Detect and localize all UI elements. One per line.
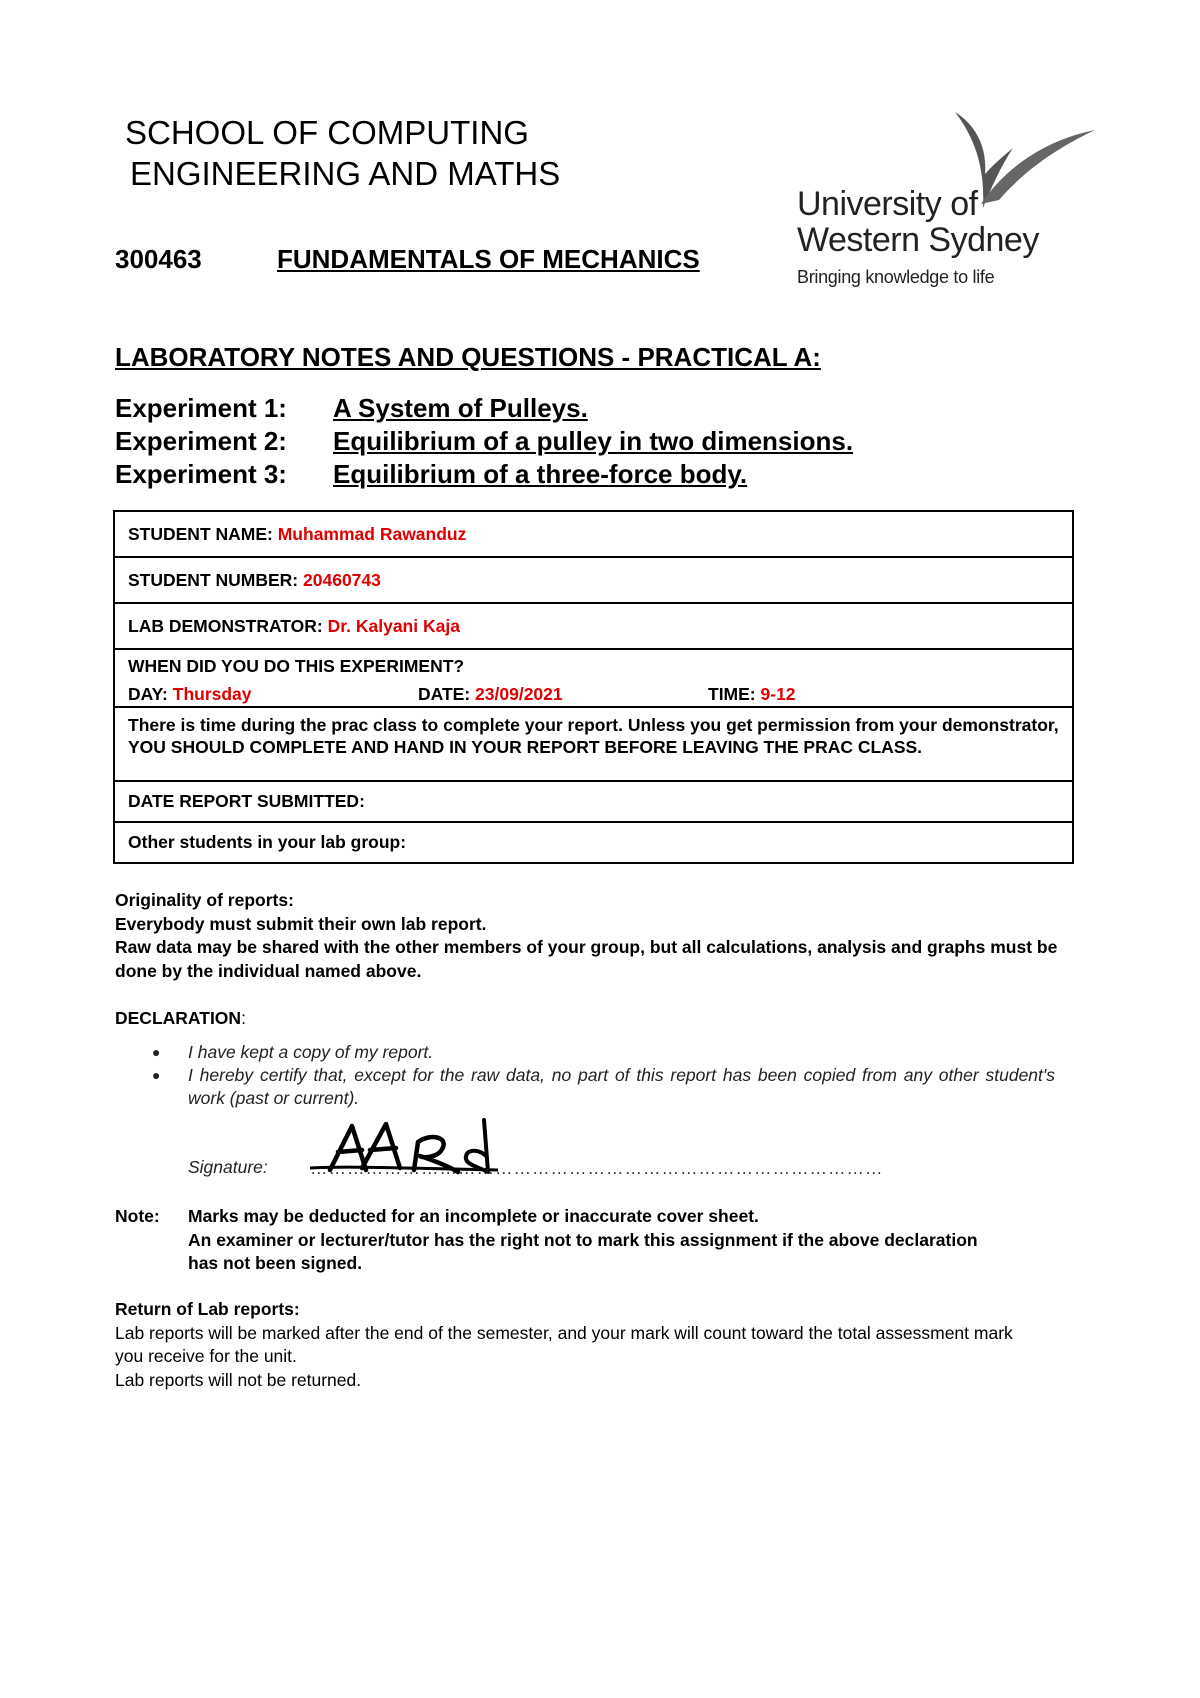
student-name-label: STUDENT NAME: [128, 523, 273, 544]
experiment-label: Experiment 3: [115, 459, 287, 489]
university-name [797, 186, 1039, 258]
originality-section [115, 889, 1075, 983]
experiment-2 [115, 425, 853, 458]
date-label: DATE: [418, 684, 471, 704]
demonstrator-value[interactable]: Dr. Kalyani Kaja [327, 615, 460, 636]
completion-notice: There is time during the prac class to complete your report. Unless you get permission from your demonstrator, YOU SHOULD COMPLETE AND HAND IN YOUR REPORT BEFORE LEAVING THE PRAC CLASS. [115, 708, 1072, 782]
demonstrator-label: LAB DEMONSTRATOR: [128, 615, 323, 636]
university-tagline: Bringing knowledge to life [797, 267, 995, 287]
date-value[interactable]: 23/09/2021 [475, 684, 563, 704]
date-submitted-label: DATE REPORT SUBMITTED: [128, 791, 365, 811]
signature-label: Signature: [188, 1157, 268, 1177]
day-value[interactable]: Thursday [172, 684, 252, 704]
return-section [115, 1298, 1015, 1392]
return-heading: Return of Lab reports: [115, 1299, 300, 1319]
experiment-label: Experiment 1: [115, 393, 287, 423]
note-label: Note: [115, 1206, 160, 1226]
bullet-icon: ● [152, 1044, 161, 1060]
day-label: DAY: [128, 684, 168, 704]
experiment-list [115, 392, 853, 491]
lab-title: LABORATORY NOTES AND QUESTIONS - PRACTICAL A: [115, 342, 821, 372]
university-name-line-2: Western Sydney [797, 221, 1039, 259]
signature-line[interactable]: ………………………………………………………………………………… [310, 1158, 884, 1178]
declaration-bullet-1 [140, 1041, 1055, 1064]
school-line-1: SCHOOL OF COMPUTING [125, 114, 529, 151]
experiment-date-row [115, 650, 1072, 708]
note-line-1: Marks may be deducted for an incomplete or inaccurate cover sheet. [188, 1206, 759, 1226]
declaration-bullet-2 [140, 1064, 1055, 1110]
date-submitted-row[interactable] [115, 782, 1072, 823]
university-name-line-1: University of [797, 185, 978, 223]
declaration-heading-text: DECLARATION [115, 1008, 242, 1028]
date-field [418, 684, 708, 705]
student-name-row [115, 512, 1072, 558]
other-students-row[interactable] [115, 823, 1072, 862]
university-logo [795, 108, 1105, 288]
handwritten-signature [308, 1116, 518, 1182]
experiment-1 [115, 392, 853, 425]
declaration-list [140, 1041, 1055, 1110]
experiment-label: Experiment 2: [115, 426, 287, 456]
note-section [115, 1205, 978, 1276]
note-lines [188, 1205, 978, 1276]
time-field [708, 684, 796, 705]
student-name-value[interactable]: Muhammad Rawanduz [277, 523, 467, 544]
originality-heading: Originality of reports: [115, 890, 294, 910]
school-title [125, 112, 560, 194]
course-heading [115, 244, 700, 275]
time-value[interactable]: 9-12 [760, 684, 796, 704]
experiment-title: A System of Pulleys. [333, 393, 588, 423]
declaration-colon: : [241, 1008, 246, 1028]
experiment-title: Equilibrium of a pulley in two dimensions. [333, 426, 854, 456]
return-text-2: Lab reports will not be returned. [115, 1369, 362, 1390]
student-number-value[interactable]: 20460743 [303, 569, 381, 590]
other-students-label: Other students in your lab group: [128, 832, 407, 852]
date-fields [128, 684, 1059, 705]
declaration-heading [115, 1007, 246, 1031]
when-label: WHEN DID YOU DO THIS EXPERIMENT? [128, 656, 465, 676]
student-info-table [113, 510, 1074, 864]
experiment-title: Equilibrium of a three-force body. [333, 459, 748, 489]
note-line-2: An examiner or lecturer/tutor has the right not to mark this assignment if the above declaration has not been signed. [188, 1229, 978, 1273]
student-number-label: STUDENT NUMBER: [128, 569, 299, 590]
day-field [128, 684, 418, 705]
declaration-bullet-text: I have kept a copy of my report. [188, 1042, 434, 1062]
course-code: 300463 [115, 244, 202, 274]
originality-line-1: Everybody must submit their own lab report. [115, 913, 487, 934]
experiment-3 [115, 458, 853, 491]
declaration-bullet-text: I hereby certify that, except for the raw data, no part of this report has been copied from any other student's work (past or current). [188, 1065, 1055, 1108]
student-number-row [115, 558, 1072, 604]
course-name: FUNDAMENTALS OF MECHANICS [277, 244, 700, 274]
time-label: TIME: [708, 684, 756, 704]
originality-line-2: Raw data may be shared with the other members of your group, but all calculations, analysis and graphs must be done by the individual named above. [115, 937, 1058, 981]
demonstrator-row [115, 604, 1072, 650]
bullet-icon: ● [152, 1067, 161, 1083]
return-text: Lab reports will be marked after the end of the semester, and your mark will count toward the total assessment mark you receive for the unit. [115, 1322, 1013, 1366]
school-line-2: ENGINEERING AND MATHS [130, 155, 561, 192]
